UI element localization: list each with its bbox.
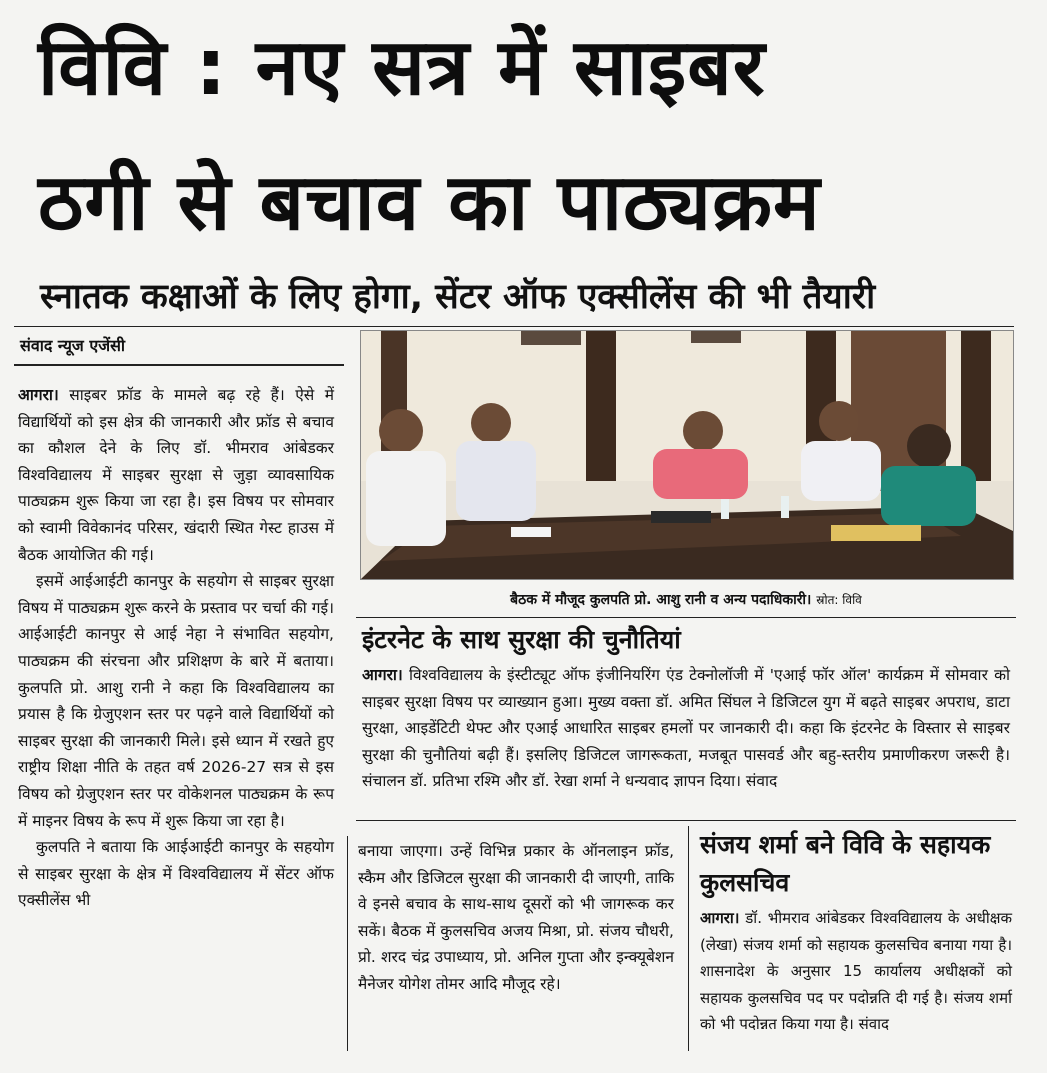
rule-under-subheadline [14, 326, 1014, 327]
subheadline: स्नातक कक्षाओं के लिए होगा, सेंटर ऑफ एक्सीलेंस की भी तैयारी [40, 277, 876, 317]
photo-caption [360, 590, 1012, 609]
article-3-dateline: आगरा। [700, 909, 740, 927]
rule-col-divider-2 [688, 826, 689, 1051]
paragraph-1-text: साइबर फ्रॉड के मामले बढ़ रहे हैं। ऐसे में विद्यार्थियों को इस क्षेत्र की जानकारी और फ्रॉड से बचाव का कौशल देने के लिए डॉ. भीमराव आंबेडकर विश्वविद्यालय में साइबर सुरक्षा से जुड़ा व्यावसायिक पाठ्यक्रम शुरू किया जा रहा है। इस विषय पर सोमवार को स्वामी विवेकानंद परिसर, खंदारी स्थित गेस्ट हाउस में बैठक आयोजित की गई। [18, 386, 334, 564]
article-3-body [700, 905, 1012, 1038]
article-3-title: संजय शर्मा बने विवि के सहायक कुलसचिव [700, 830, 991, 897]
main-article-column-1 [18, 382, 334, 914]
main-article-paragraph-3: कुलपति ने बताया कि आईआईटी कानपुर के सहयोग से साइबर सुरक्षा के क्षेत्र में विश्वविद्यालय में सेंटर ऑफ एक्सीलेंस भी [18, 838, 334, 910]
main-article-continuation: बनाया जाएगा। उन्हें विभिन्न प्रकार के ऑनलाइन फ्रॉड, स्कैम और डिजिटल सुरक्षा की जानकारी दी जाएगी, ताकि वे इनसे बचाव के साथ-साथ दूसरों को भी जागरूक कर सकें। बैठक में कुलसचिव अजय मिश्रा, प्रो. संजय चौधरी, प्रो. शरद चंद्र उपाध्याय, प्रो. अनिल गुप्ता और इन्क्यूबेशन मैनेजर योगेश तोमर आदि मौजूद रहे। [358, 842, 674, 993]
main-dateline: आगरा। [18, 386, 59, 404]
headline-line-1: विवि : नए सत्र में साइबर [38, 23, 766, 113]
main-article-paragraph-1 [18, 382, 334, 568]
main-article-column-2 [358, 838, 674, 998]
article-2-dateline: आगरा। [362, 666, 403, 684]
caption-text: बैठक में मौजूद कुलपति प्रो. आशु रानी व अन्य पदाधिकारी। [510, 592, 812, 608]
main-article-paragraph-2: इसमें आईआईटी कानपुर के सहयोग से साइबर सुरक्षा विषय में पाठ्यक्रम शुरू करने के प्रस्ताव पर चर्चा की गई। आईआईटी कानपुर से आई नेहा ने संभावित सहयोग, पाठ्यक्रम की संरचना और प्रशिक्षण के बारे में बताया। कुलपति प्रो. आशु रानी ने कहा कि विश्वविद्यालय का प्रयास है कि ग्रेजुएशन स्तर पर पढ़ने वाले विद्यार्थियों को साइबर सुरक्षा की जानकारी मिले। इसे ध्यान में रखते हुए राष्ट्रीय शिक्षा नीति के तहत वर्ष 2026-27 सत्र से इस विषय को ग्रेजुएशन स्तर पर वोकेशनल पाठ्यक्रम के रूप में माइनर विषय के रूप में शुरू किया जा रहा है। [18, 572, 334, 830]
rule-under-byline [14, 364, 344, 366]
meeting-photo-illustration [361, 331, 1013, 579]
article-2-text: विश्वविद्यालय के इंस्टीट्यूट ऑफ इंजीनियरिंग एंड टेक्नोलॉजी में 'एआई फॉर ऑल' कार्यक्रम में सोमवार को साइबर सुरक्षा विषय पर व्याख्यान हुआ। मुख्य वक्ता डॉ. अमित सिंघल ने डिजिटल युग में बढ़ते साइबर अपराध, डाटा सुरक्षा, आइडेंटिटी थेफ्ट और एआई आधारित साइबर हमलों पर जानकारी दी। कहा कि इंटरनेट के विस्तार से साइबर सुरक्षा की चुनौतियां बढ़ी हैं। इसलिए डिजिटल जागरूकता, मजबूत पासवर्ड और बहु-स्तरीय प्रमाणीकरण जरूरी है। संचालन डॉ. प्रतिभा रश्मि और डॉ. रेखा शर्मा ने धन्यवाद ज्ञापन दिया। संवाद [362, 666, 1011, 791]
rule-above-article2 [356, 617, 1016, 618]
caption-source: स्रोत: विवि [816, 593, 862, 607]
byline: संवाद न्यूज एजेंसी [20, 336, 126, 355]
article-2-title: इंटरनेट के साथ सुरक्षा की चुनौतियां [362, 625, 681, 654]
rule-col-divider [347, 836, 348, 1051]
article-2-body [362, 662, 1010, 795]
headline-line-2: ठगी से बचाव का पाठ्यक्रम [38, 158, 821, 248]
rule-above-article3 [356, 820, 1016, 821]
article-3-text: डॉ. भीमराव आंबेडकर विश्वविद्यालय के अधीक्षक (लेखा) संजय शर्मा को सहायक कुलसचिव बनाया गया है। शासनादेश के अनुसार 15 कार्यालय अधीक्षकों को सहायक कुलसचिव पद पर पदोन्नति दी गई है। संजय शर्मा को भी पदोन्नत किया गया है। संवाद [700, 909, 1012, 1034]
meeting-photo [360, 330, 1014, 580]
